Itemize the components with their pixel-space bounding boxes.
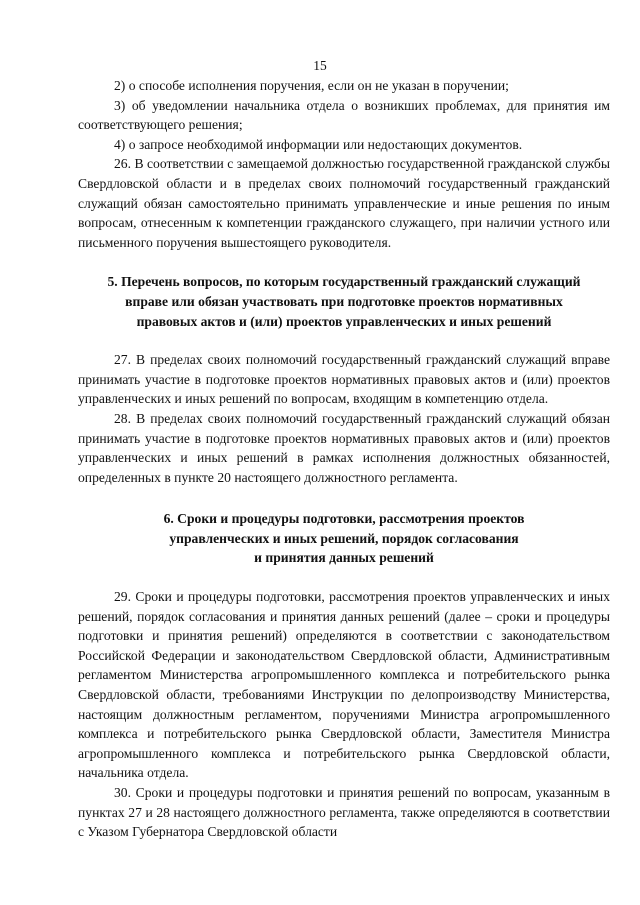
document-body	[78, 76, 610, 842]
paragraph-26: 26. В соответствии с замещаемой должностью государственной гражданской службы Свердловской области и в пределах своих полномочий государственный гражданский служащий обязан самостоятельно принимать управленческие и иные решения по иным вопросам, отнесенным к компетенции гражданского служащего, при наличии устного или письменного поручения вышестоящего руководителя.	[78, 156, 610, 250]
section-5-heading-line-1: 5. Перечень вопросов, по которым государственный гражданский служащий	[107, 274, 581, 290]
section-6-heading-line-3: и принятия данных решений	[254, 550, 434, 566]
section-6-heading-line-2: управленческих и иных решений, порядок согласования	[169, 530, 519, 546]
paragraph-29: 29. Сроки и процедуры подготовки, рассмотрения проектов управленческих и иных решений, порядок согласования и принятия данных решений (далее – сроки и процедуры подготовки и принятия решений) определяются в соответствии с законодательством Российской Федерации и законодательством Свердловской области, Административным регламентом Министерства агропромышленного комплекса и потребительского рынка Свердловской области, требованиями Инструкции по делопроизводству Министерства, настоящим должностным регламентом, поручениями Министра агропромышленного комплекса и потребительского рынка Свердловской области, Заместителя Министра агропромышленного комплекса и потребительского рынка Свердловской области, начальника отдела.	[78, 589, 610, 781]
paragraph-27: 27. В пределах своих полномочий государственный гражданский служащий вправе принимать участие в подготовке проектов нормативных правовых актов и (или) проектов управленческих и иных решений по вопросам, входящим в компетенцию отдела.	[78, 352, 610, 407]
paragraph-25-item-4: 4) о запросе необходимой информации или недостающих документов.	[114, 136, 523, 152]
page-number: 15	[313, 58, 327, 73]
section-5-heading-line-3: правовых актов и (или) проектов управленческих и иных решений	[136, 313, 552, 329]
section-6-heading	[78, 509, 610, 568]
section-5-heading	[78, 272, 610, 331]
paragraph-30: 30. Сроки и процедуры подготовки и принятия решений по вопросам, указанным в пунктах 27 и 28 настоящего должностного регламента, также определяются в соответствии с Указом Губернатора Свердловской области	[78, 785, 610, 840]
paragraph-28: 28. В пределах своих полномочий государственный гражданский служащий обязан принимать участие в подготовке проектов нормативных правовых актов и (или) проектов управленческих и иных решений в рамках исполнения должностных обязанностей, определенных в пункте 20 настоящего должностного регламента.	[78, 410, 610, 485]
section-6-heading-line-1: 6. Сроки и процедуры подготовки, рассмотрения проектов	[163, 511, 525, 527]
paragraph-25-item-3: 3) об уведомлении начальника отдела о возникших проблемах, для принятия им соответствующего решения;	[78, 97, 610, 133]
section-5-heading-line-2: вправе или обязан участвовать при подготовке проектов нормативных	[125, 293, 563, 309]
paragraph-25-item-2: 2) о способе исполнения поручения, если он не указан в поручении;	[114, 78, 509, 93]
